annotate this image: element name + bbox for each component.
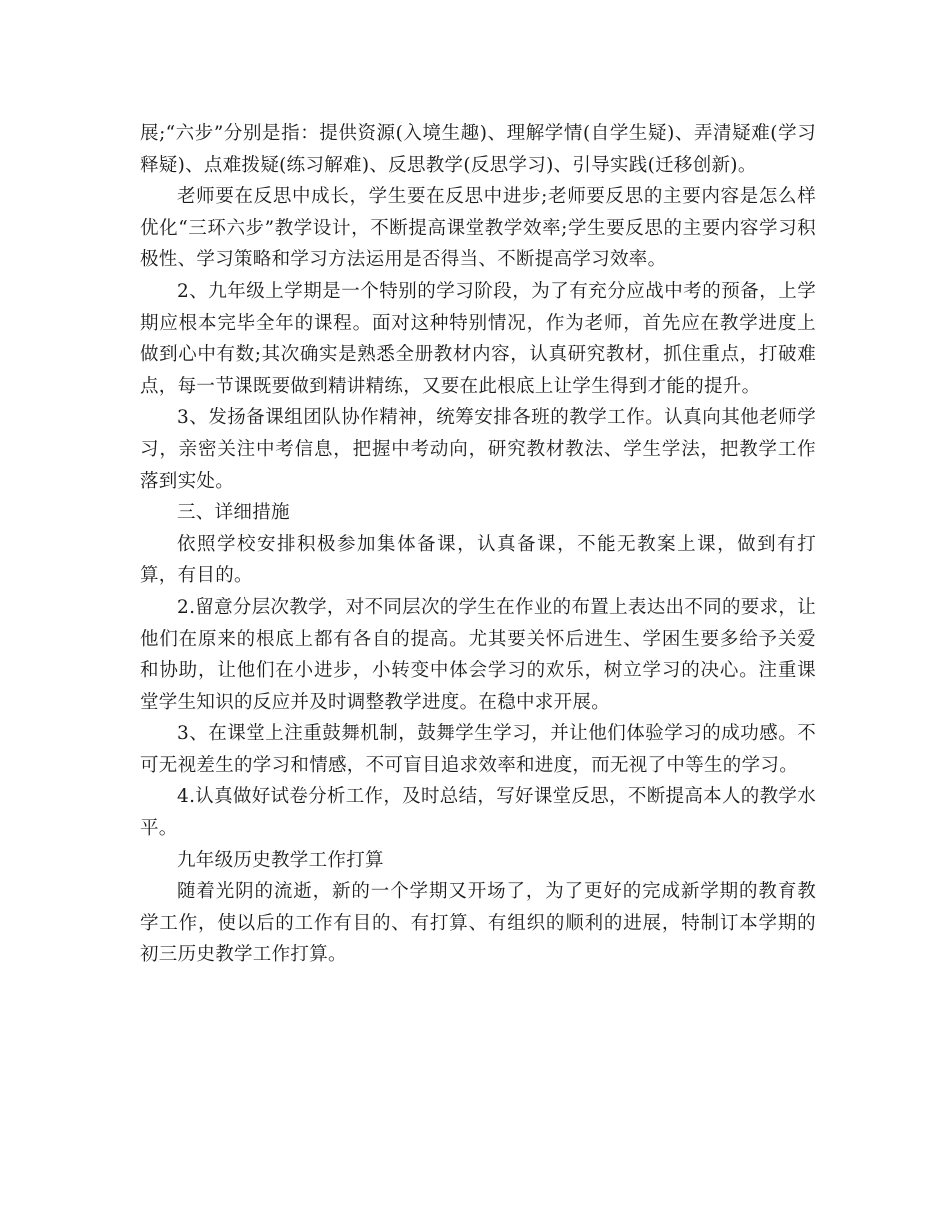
paragraph-measure-1: 依照学校安排积极参加集体备课，认真备课，不能无教案上课，做到有打算，有目的。	[140, 533, 816, 587]
document-title-history-plan: 九年级历史教学工作打算	[177, 849, 384, 871]
paragraph-measure-2: 2.留意分层次教学，对不同层次的学生在作业的布置上表达出不同的要求，让他们在原来的根底上都有各自的提高。尤其要关怀后进生、学困生要多给予关爱和协助，让他们在小进步，小转变中体会学习的欢乐，树立学习的决心。注重课堂学生知识的反应并及时调整教学进度。在稳中求开展。	[140, 596, 816, 713]
paragraph-item-2-grade-nine: 2、九年级上学期是一个特别的学习阶段，为了有充分应战中考的预备，上学期应根本完毕全年的课程。面对这种特别情况，作为老师，首先应在教学进度上做到心中有数;其次确实是熟悉全册教材内容，认真研究教材，抓住重点，打破难点，每一节课既要做到精讲精练，又要在此根底上让学生得到才能的提升。	[140, 280, 816, 397]
paragraph-measure-4: 4.认真做好试卷分析工作，及时总结，写好课堂反思，不断提高本人的教学水平。	[140, 786, 816, 840]
document-body	[140, 118, 816, 971]
paragraph-item-3-teamwork: 3、发扬备课组团队协作精神，统筹安排各班的教学工作。认真向其他老师学习，亲密关注中考信息，把握中考动向，研究教材教法、学生学法，把教学工作落到实处。	[140, 407, 816, 492]
paragraph-measure-3: 3、在课堂上注重鼓舞机制，鼓舞学生学习，并让他们体验学习的成功感。不可无视差生的学习和情感，不可盲目追求效率和进度，而无视了中等生的学习。	[140, 723, 816, 776]
paragraph-continuation-six-steps: 展;“六步”分别是指：提供资源(入境生趣)、理解学情(自学生疑)、弄清疑难(学习释疑)、点难拨疑(练习解难)、反思教学(反思学习)、引导实践(迁移创新)。	[140, 123, 816, 176]
paragraph-intro-history-plan: 随着光阴的流逝，新的一个学期又开场了，为了更好的完成新学期的教育教学工作，使以后的工作有目的、有打算、有组织的顺利的进展，特制订本学期的初三历史教学工作打算。	[140, 881, 816, 966]
section-heading-measures: 三、详细措施	[177, 502, 290, 524]
paragraph-reflection: 老师要在反思中成长，学生要在反思中进步;老师要反思的主要内容是怎么样优化“三环六步”教学设计，不断提高课堂教学效率;学生要反思的主要内容学习积极性、学习策略和学习方法运用是否得当、不断提高学习效率。	[140, 186, 816, 271]
